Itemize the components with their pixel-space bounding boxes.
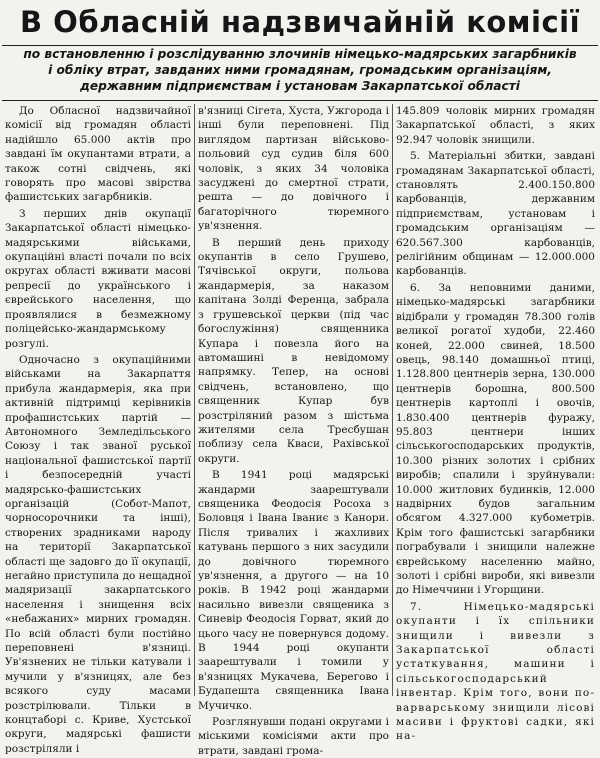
paragraph: До Обласної надзвичайної комісії від громадян області надійшло 65.000 актів про завдані їм окупантами втрати, а також сотні свідчень, які говорять про масові звірства фашистських загарбників. [5,105,191,204]
subtitle-line: по встановленню і розслідуванню злочинів німецько-мадярських загарбників [23,47,577,61]
paragraph: З перших днів окупації Закарпатської області німецько-мадярськими військами, окупаційні власті почали по всіх округах області вживати масові репресії до українського і єврейського населення, що проявлялися в безмежному поліцейсько-жандармському розгулі. [5,207,191,350]
subtitle-rule [2,100,598,101]
paragraph: В перший день приходу окупантів в село Грушево, Тячівської округи, польова жандармерія, за наказом капітана Золді Ференца, забрала з грушевської церкви (під час богослужіння) священника Купара і повезла його на автомашині в невідомому напрямку. Тепер, на основі свідчень, встановлено, що священник Купар був розстріляний разом з шістьма жителями села Тресбушан поблизу села Кваси, Рахівської округи. [198,236,389,465]
text-column-2 [198,104,389,757]
paragraph: в'язниці Сігета, Хуста, Ужгорода і інші були переповнені. Під виглядом партизан військово-польовий суд судив біля 600 чоловік, з яких 34 чоловіка засуджені до смертної страти, решта — до довічного і багаторічного тюремного ув'язнення. [198,105,389,233]
subtitle-line: і обліку втрат, завданих ними громадянам, громадським організаціям, [48,63,552,77]
paragraph: 5. Матеріальні збитки, завдані громадянам Закарпатської області, становлять 2.400.150.800 карбованців, державним підприємствам, установам і громадським організаціям — 620.567.300 карбованців, релігійним общинам — 12.000.000 карбованців. [396,150,595,278]
article-subtitle [4,46,596,94]
subtitle-line: державним підприємствам і установам Закарпатської області [80,79,520,93]
paragraph: 7. Німецько-мадярські окупанти і їх спільники знищили і вивезли з Закарпатської області устаткування, машини і сільськогосподарський інвентар. Крім того, вони по-варварському знищили лісові масиви і фруктові садки, які на- [396,600,595,743]
text-column-1 [5,104,191,755]
text-column-3 [396,104,595,743]
paragraph: 6. За неповними даними, німецько-мадярські загарбники відібрали у громадян 78.300 голів великої рогатої худоби, 22.460 коней, 22.000 свиней, 18.500 овець, 98.140 домашньої птиці, 1.128.800 центнерів зерна, 130.000 центнерів борошна, 800.500 центнерів картоплі і овочів, 1.830.400 центнерів фуражу, 95.803 центнери інших сільськогосподарських продуктів, 10.300 різних золотих і срібних виробів; спалили і зруйнували: 10.000 житлових будинків, 12.000 надвірних будов загальним обсягом 4.327.000 кубометрів. Крім того фашистські загарбники пограбували і знищили належне єврейському населенню майно, золоті і срібні вироби, які вивезли до Німеччини і Угорщини. [396,281,595,597]
article-headline: В Обласній надзвичайній комісії [19,5,581,39]
column-divider [392,104,393,696]
paragraph: В 1941 році мадярські жандарми заарештували священика Феодосія Росоха з Боловця і Івана Іваниє з Канори. Після тривалих і жахливих катувань першого з них засудили до довічного тюремного ув'язнення, а другого — на 10 років. В 1942 році жандарми насильно вивезли священика з Синевір Феодосія Горват, який до цього часу не повернувся додому. В 1944 році окупанти заарештували і томили у в'язницях Мукачева, Берегово і Будапешта священника Івана Мучичко. [198,469,389,712]
paragraph: 145.809 чоловік мирних громадян Закарпатської області, з яких 92.947 чоловік знищили. [396,105,595,146]
paragraph: Одночасно з окупаційними військами на Закарпаття прибула жандармерія, яка при активній підтримці керівників профашистських партій — Автономного Земледільського Союзу і так званої руської національної фашистської партії і безпосередній участі мадярсько-фашистських організацій (Собот-Мапот, чорносорочники та інші), створених зрадниками народу на території Закарпатської області ще задовго до її окупації, негайно приступила до нещадної мадяризації закарпатського населення і знищення всіх «небажаних» мирних громадян. По всій області були постійно переповнені в'язниці. Ув'язнених не тільки катували і мучили у в'язницях, але без всякого суду масами розстрілювали. Тільки в концтаборі с. Криве, Хустської округи, мадярські фашисти розстріляли і [5,353,191,755]
column-divider [194,104,195,696]
paragraph: Розглянувши подані округами і міськими комісіями акти про втрати, завдані грома- [198,716,389,757]
